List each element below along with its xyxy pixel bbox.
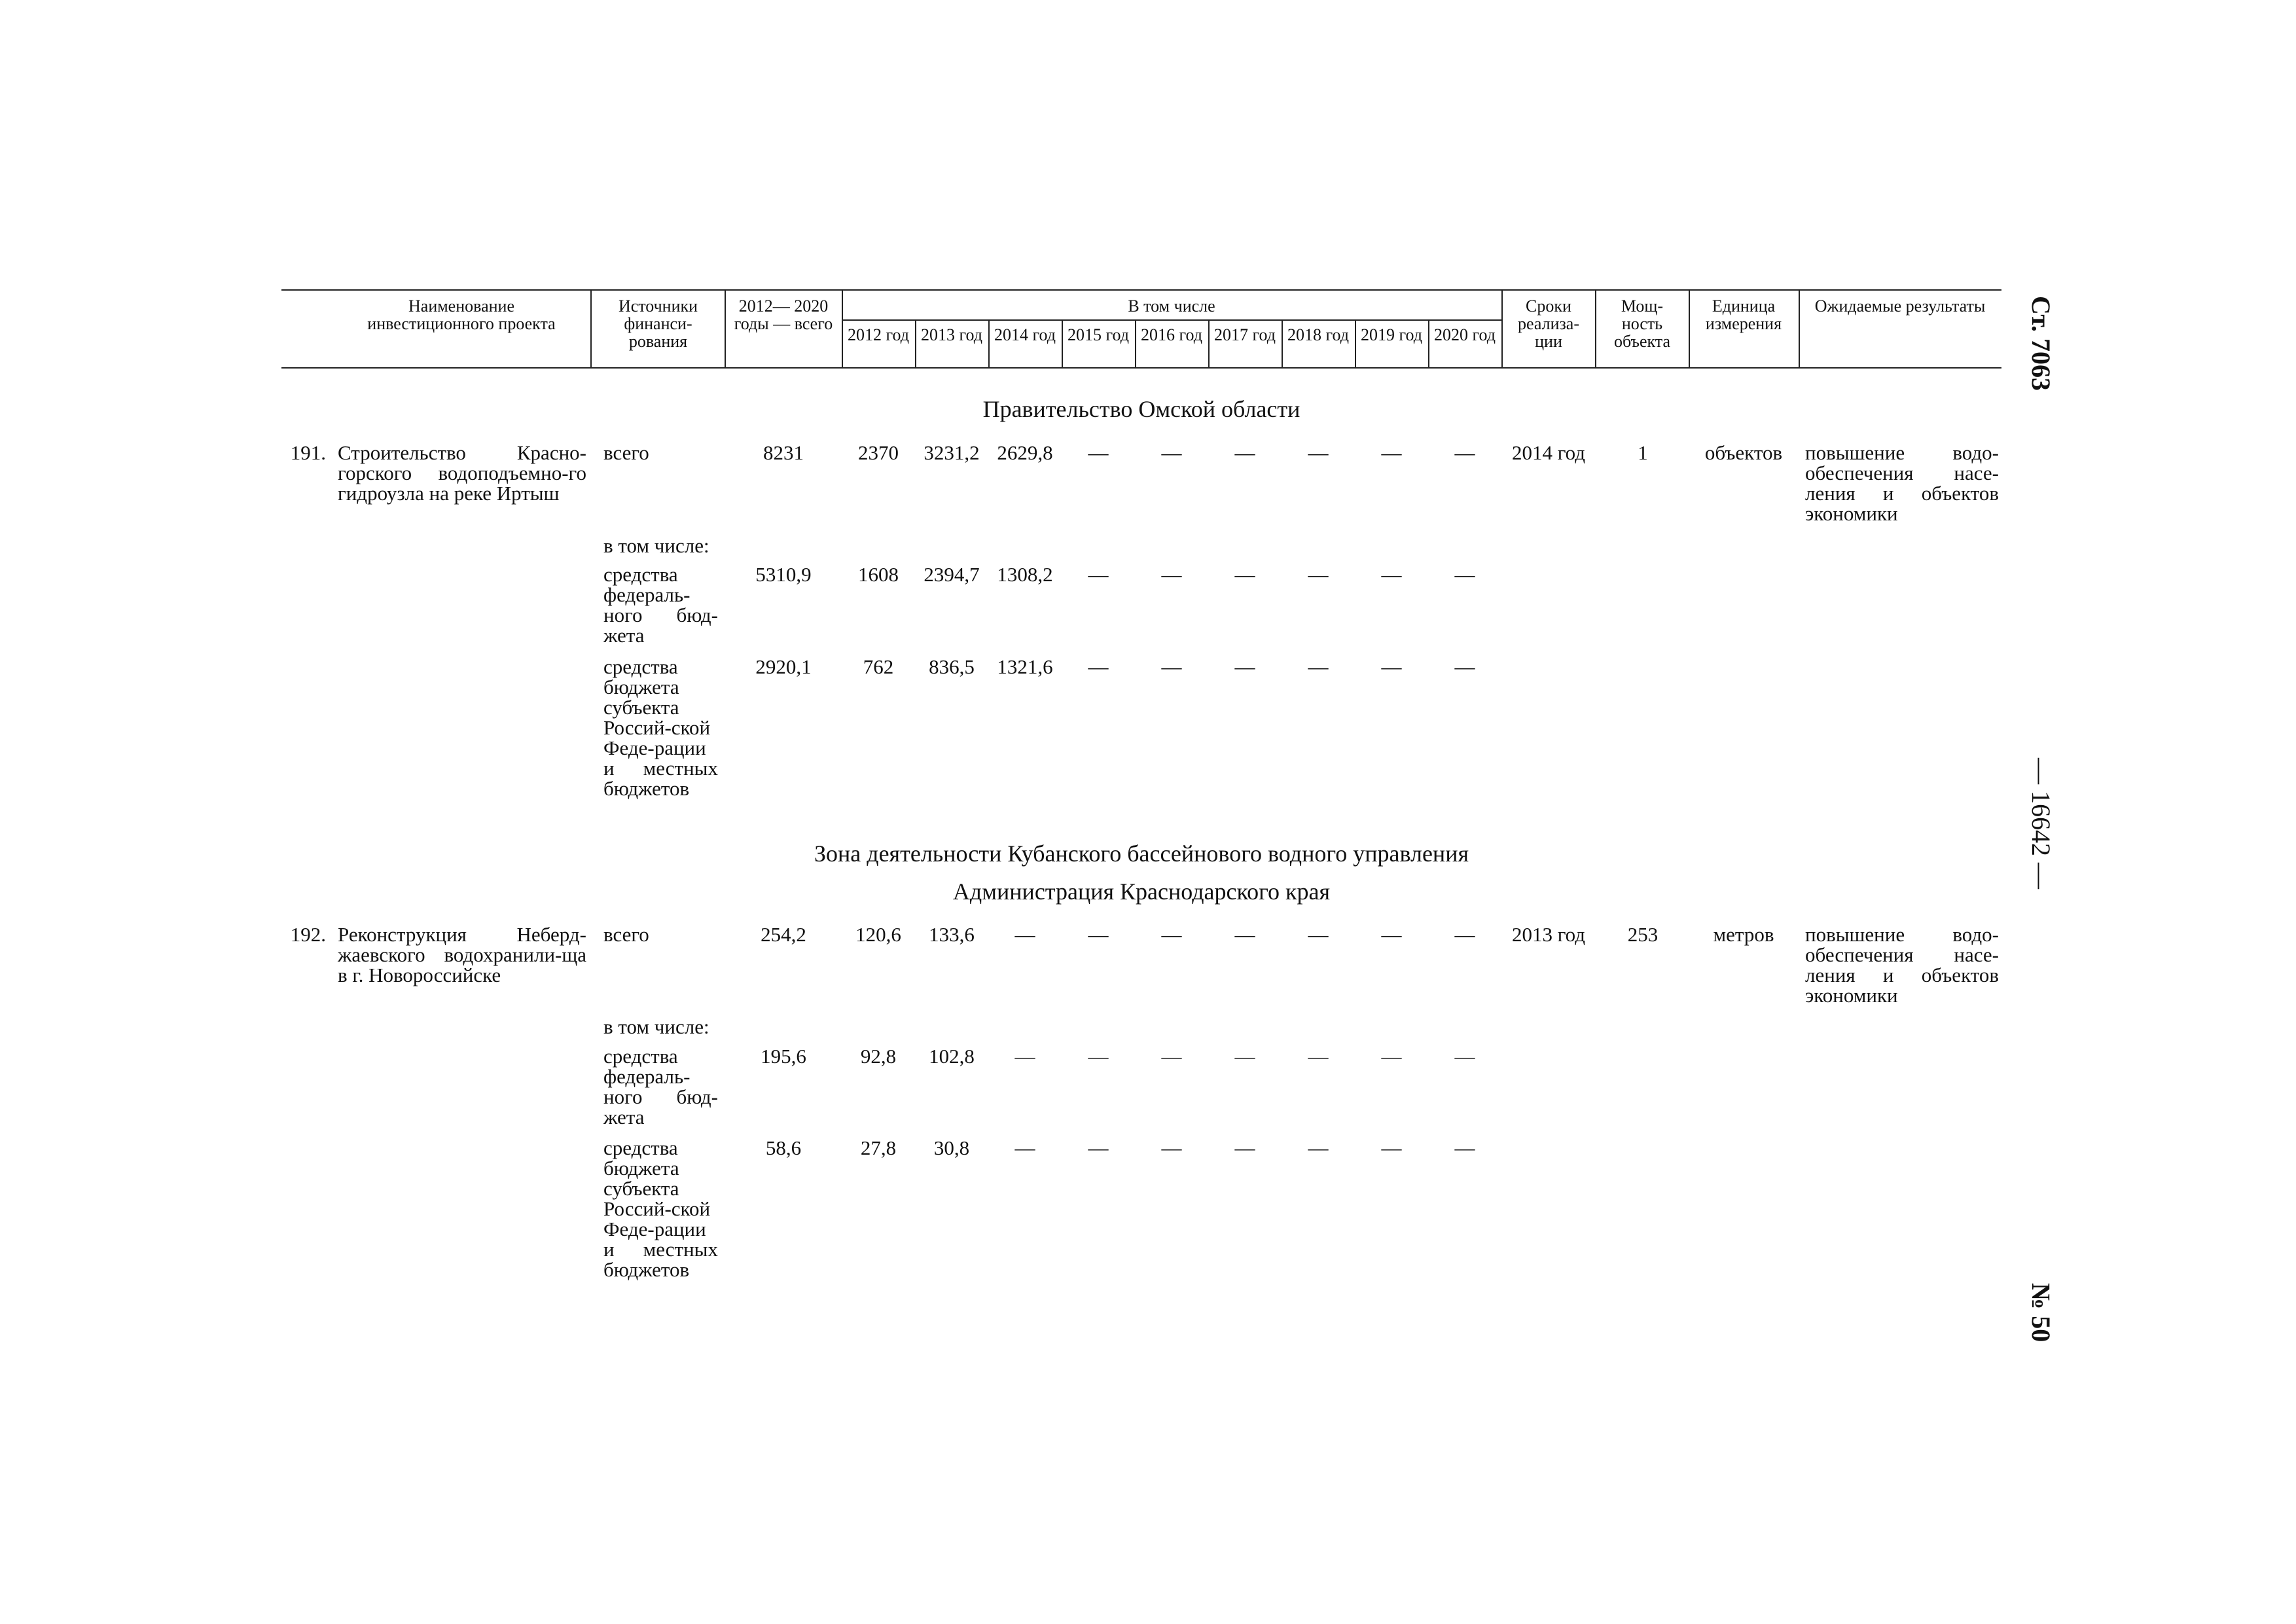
header-power: Мощ-ность объекта	[1613, 297, 1671, 351]
header-divider	[1062, 320, 1063, 368]
header-divider	[1428, 320, 1429, 368]
year-value: 3231,2	[924, 441, 980, 464]
total-value: 58,6	[765, 1136, 802, 1159]
project-number: 191.	[290, 441, 326, 464]
page-number: — 16642 —	[2026, 758, 2056, 889]
header-year-2013: 2013 год	[921, 325, 982, 344]
header-divider	[1595, 289, 1596, 368]
project-name: Реконструкция Неберд-жаевского водохранили-ща в г. Новороссийске	[338, 923, 586, 986]
year-value: —	[1161, 1136, 1182, 1159]
header-divider	[1501, 289, 1503, 368]
year-value: —	[1161, 441, 1182, 464]
year-value: —	[1454, 563, 1475, 586]
header-source: Источники финанси-рования	[618, 297, 698, 351]
year-value: —	[1088, 1136, 1109, 1159]
year-value: —	[1308, 441, 1329, 464]
project-number: 192.	[290, 923, 326, 946]
section-title: Зона деятельности Кубанского бассейнового водного управления	[814, 840, 1469, 867]
header-total: 2012— 2020 годы — всего	[734, 297, 833, 333]
header-divider	[1355, 320, 1356, 368]
header-year-2020: 2020 год	[1434, 325, 1496, 344]
year-value: 2629,8	[997, 441, 1053, 464]
incl-label: в том числе:	[603, 534, 709, 557]
year-value: —	[1381, 563, 1402, 586]
year-value: —	[1234, 1136, 1255, 1159]
header-divider	[988, 320, 990, 368]
header-unit: Единица измерения	[1705, 297, 1782, 333]
year-value: —	[1014, 1136, 1035, 1159]
project-power: 253	[1627, 923, 1659, 946]
year-value: —	[1234, 655, 1255, 678]
header-year-2018: 2018 год	[1287, 325, 1349, 344]
year-value: —	[1088, 441, 1109, 464]
header-divider	[1799, 289, 1800, 368]
project-term: 2014 год	[1511, 441, 1586, 464]
article-number: Ст. 7063	[2026, 296, 2056, 391]
source-label: всего	[603, 923, 649, 946]
year-value: —	[1308, 1136, 1329, 1159]
year-value: —	[1161, 655, 1182, 678]
year-value: —	[1381, 1136, 1402, 1159]
source-label: всего	[603, 441, 649, 464]
year-value: —	[1381, 1045, 1402, 1068]
header-bottom-rule	[281, 367, 2001, 369]
year-value: —	[1381, 441, 1402, 464]
year-value: —	[1088, 563, 1109, 586]
year-value: 762	[863, 655, 894, 678]
year-value: —	[1454, 1136, 1475, 1159]
year-value: —	[1088, 923, 1109, 946]
year-value: —	[1014, 923, 1035, 946]
year-value: —	[1234, 563, 1255, 586]
year-value: 836,5	[929, 655, 975, 678]
header-top-rule	[281, 289, 2001, 291]
year-value: 1608	[858, 563, 899, 586]
year-value: 30,8	[933, 1136, 970, 1159]
project-unit: объектов	[1704, 441, 1783, 464]
issue-number: № 50	[2026, 1283, 2056, 1343]
project-result: повышение водо-обеспечения насе-ления и объектов экономики	[1805, 441, 1999, 525]
header-mid-rule	[842, 319, 1501, 321]
project-name: Строительство Красно-горского водоподъемно-го гидроузла на реке Иртыш	[338, 441, 586, 505]
year-value: 2394,7	[924, 563, 980, 586]
year-value: 2370	[858, 441, 899, 464]
year-value: —	[1161, 1045, 1182, 1068]
year-value: —	[1454, 923, 1475, 946]
year-value: 120,6	[855, 923, 901, 946]
year-value: 102,8	[929, 1045, 975, 1068]
source-label: средства федераль-ного бюд-жета	[603, 1045, 718, 1128]
header-year-2016: 2016 год	[1141, 325, 1202, 344]
year-value: —	[1454, 655, 1475, 678]
header-divider	[1135, 320, 1136, 368]
header-year-2017: 2017 год	[1214, 325, 1276, 344]
header-divider	[725, 289, 726, 368]
year-value: —	[1454, 1045, 1475, 1068]
year-value: —	[1234, 923, 1255, 946]
header-year-2014: 2014 год	[994, 325, 1056, 344]
header-divider	[915, 320, 916, 368]
header-year-2015: 2015 год	[1067, 325, 1129, 344]
header-year-2019: 2019 год	[1361, 325, 1422, 344]
year-value: —	[1161, 923, 1182, 946]
header-incl: В том числе	[1128, 297, 1215, 316]
source-label: средства бюджета субъекта Россий-ской Феде-рации и местных бюджетов	[603, 655, 718, 800]
total-value: 2920,1	[755, 655, 812, 678]
year-value: 92,8	[860, 1045, 897, 1068]
year-value: —	[1308, 1045, 1329, 1068]
project-term: 2013 год	[1511, 923, 1586, 946]
year-value: 1308,2	[997, 563, 1053, 586]
year-value: —	[1308, 655, 1329, 678]
header-divider	[1689, 289, 1690, 368]
year-value: —	[1088, 655, 1109, 678]
header-term: Сроки реализа-ции	[1518, 297, 1579, 351]
year-value: 27,8	[860, 1136, 897, 1159]
header-divider	[1282, 320, 1283, 368]
section-title: Администрация Краснодарского края	[952, 878, 1331, 905]
project-result: повышение водо-обеспечения насе-ления и объектов экономики	[1805, 923, 1999, 1007]
total-value: 8231	[763, 441, 804, 464]
year-value: —	[1308, 923, 1329, 946]
source-label: средства федераль-ного бюд-жета	[603, 563, 718, 647]
year-value: —	[1234, 1045, 1255, 1068]
year-value: —	[1234, 441, 1255, 464]
project-power: 1	[1638, 441, 1648, 464]
year-value: —	[1308, 563, 1329, 586]
project-unit: метров	[1713, 923, 1774, 946]
source-label: средства бюджета субъекта Россий-ской Феде-рации и местных бюджетов	[603, 1136, 718, 1281]
year-value: —	[1381, 923, 1402, 946]
year-value: —	[1014, 1045, 1035, 1068]
section-title: Правительство Омской области	[982, 396, 1300, 422]
header-divider	[1208, 320, 1210, 368]
year-value: —	[1381, 655, 1402, 678]
year-value: —	[1161, 563, 1182, 586]
total-value: 5310,9	[755, 563, 812, 586]
header-name: Наименование инвестиционного проекта	[367, 297, 556, 333]
total-value: 195,6	[761, 1045, 806, 1068]
header-divider	[590, 289, 592, 368]
year-value: 1321,6	[997, 655, 1053, 678]
total-value: 254,2	[761, 923, 806, 946]
year-value: 133,6	[929, 923, 975, 946]
header-result: Ожидаемые результаты	[1814, 297, 1986, 316]
header-year-2012: 2012 год	[848, 325, 909, 344]
year-value: —	[1088, 1045, 1109, 1068]
incl-label: в том числе:	[603, 1015, 709, 1038]
year-value: —	[1454, 441, 1475, 464]
